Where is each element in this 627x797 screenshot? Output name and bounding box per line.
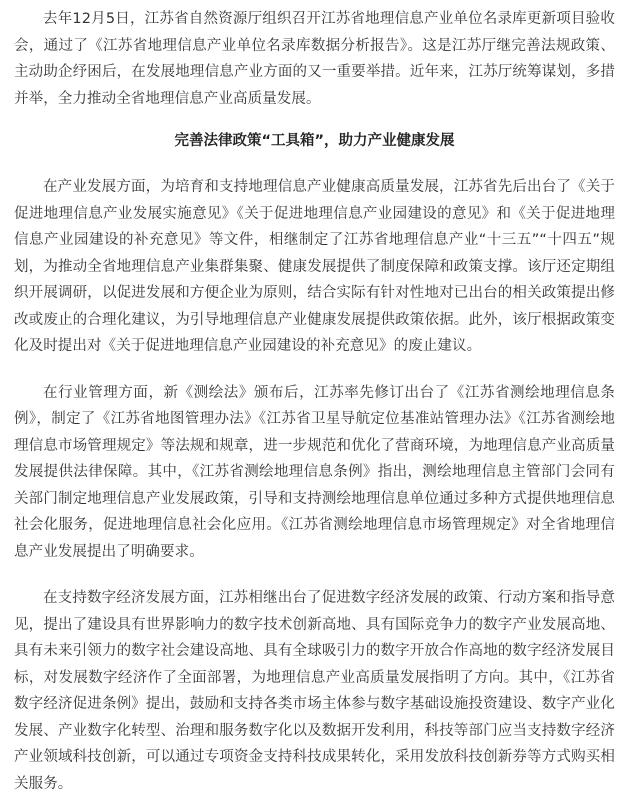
paragraph-industry-development: 在产业发展方面，为培育和支持地理信息产业健康高质量发展，江苏省先后出台了《关于促进地理信息产业发展实施意见》《关于促进地理信息产业园建设的意见》和《关于促进地理信息产业园建设的补充意见》等文件，相继制定了江苏省地理信息产业“十三五”“十四五”规划，为推动全省地理信息产业集群集聚、健康发展提供了制度保障和政策支撑。该厅还定期组织开展调研，以促进发展和方便企业为原则，结合实际有针对性地对已出台的相关政策提出修改或废止的合理化建议，为引导地理信息产业健康发展提供政策依据。此外，该厅根据政策变化及时提出对《关于促进地理信息产业园建设的补充意见》的废止建议。 <box>14 179 615 354</box>
paragraph-spacer <box>14 360 615 380</box>
paragraph-digital-economy: 在支持数字经济发展方面，江苏相继出台了促进数字经济发展的政策、行动方案和指导意见，提出了建设具有世界影响力的数字技术创新高地、具有国际竞争力的数字产业发展高地、具有未来引领力的数字社会建设高地、具有全球吸引力的数字开放合作高地的数字经济发展目标，对发展数字经济作了全面部署，为地理信息产业高质量发展指明了方向。其中，《江苏省数字经济促进条例》提出，鼓励和支持各类市场主体参与数字基础设施投资建设、数字产业化发展、产业数字化转型、治理和服务数字化以及数据开发利用，科技等部门应当支持数字经济产业领域科技创新，可以通过专项资金支持科技成果转化，采用发放科技创新券等方式购买相关服务。 <box>14 590 615 792</box>
intro-paragraph: 去年12月5日，江苏省自然资源厅组织召开江苏省地理信息产业单位名录库更新项目验收会，通过了《江苏省地理信息产业单位名录库数据分析报告》。这是江苏厅继完善法规政策、主动助企纾困后，在发展地理信息产业方面的又一重要举措。近年来，江苏厅统筹谋划，多措并举，全力推动全省地理信息产业高质量发展。 <box>14 11 615 107</box>
paragraph-industry-management: 在行业管理方面，新《测绘法》颁布后，江苏率先修订出台了《江苏省测绘地理信息条例》，制定了《江苏省地图管理办法》《江苏省卫星导航定位基准站管理办法》《江苏省测绘地理信息市场管理规定》等法规和规章，进一步规范和优化了营商环境，为地理信息产业高质量发展提供法律保障。其中，《江苏省测绘地理信息条例》指出，测绘地理信息主管部门会同有关部门制定地理信息产业发展政策，引导和支持测绘地理信息单位通过多种方式提供地理信息社会化服务，促进地理信息社会化应用。《江苏省测绘地理信息市场管理规定》对全省地理信息产业发展提出了明确要求。 <box>14 384 615 560</box>
paragraph-spacer <box>14 565 615 585</box>
section-heading: 完善法律政策“工具箱”，助力产业健康发展 <box>174 133 455 149</box>
